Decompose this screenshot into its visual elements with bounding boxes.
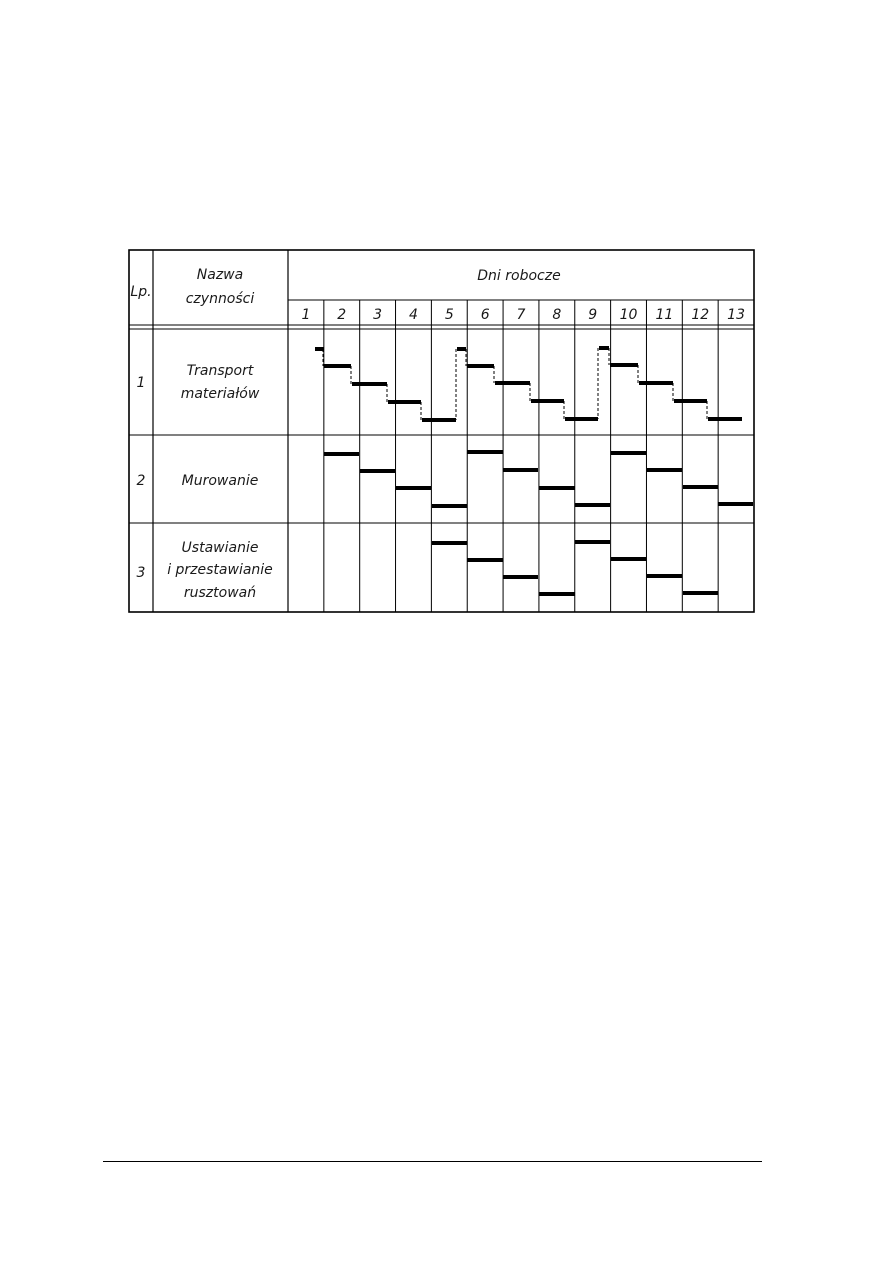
day-number-label: 9	[588, 307, 598, 323]
day-number-label: 7	[516, 307, 526, 323]
row-1-lp: 1	[136, 375, 146, 391]
day-number-label: 8	[552, 307, 562, 323]
row-1-activity-line2: materiałów	[180, 386, 260, 402]
lp-header: Lp.	[130, 284, 152, 300]
row-2-lp: 2	[136, 473, 146, 489]
day-number-label: 1	[301, 307, 311, 323]
day-number-label: 12	[691, 307, 710, 323]
day-number-label: 6	[480, 307, 490, 323]
name-header-line2: czynności	[185, 291, 255, 307]
day-number-label: 5	[444, 307, 454, 323]
row-1-activity-line1: Transport	[186, 363, 254, 379]
transport-schedule-line	[315, 348, 742, 420]
day-number-label: 3	[373, 307, 383, 323]
row-3-activity-line2: i przestawianie	[167, 562, 273, 578]
day-number-labels	[301, 307, 745, 323]
row-3-activity-line3: rusztowań	[183, 585, 257, 601]
row-2-activity-line1: Murowanie	[181, 473, 259, 489]
day-number-label: 11	[655, 307, 674, 323]
days-header-title: Dni robocze	[477, 268, 561, 284]
day-number-label: 4	[409, 307, 418, 323]
footer-rule	[103, 1161, 762, 1162]
day-number-label: 2	[337, 307, 347, 323]
row-3-activity-line1: Ustawianie	[181, 540, 259, 556]
day-number-label: 13	[727, 307, 745, 323]
row-3-lp: 3	[136, 565, 146, 581]
day-column-dividers	[324, 300, 718, 612]
name-header-line1: Nazwa	[196, 267, 244, 283]
day-number-label: 10	[619, 307, 638, 323]
